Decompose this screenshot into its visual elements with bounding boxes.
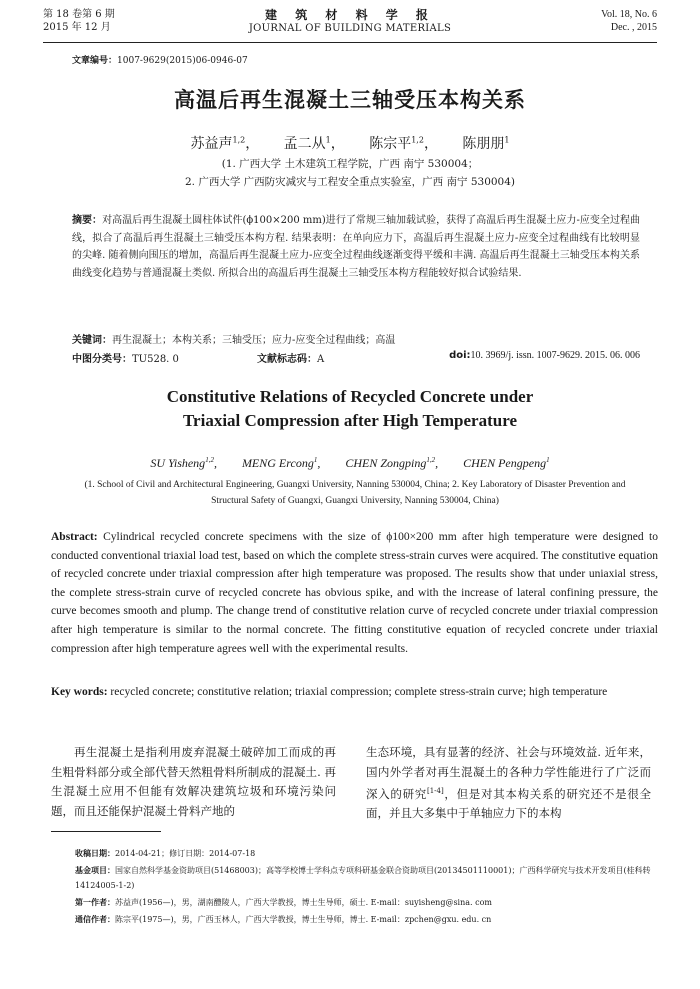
keywords-cn-text: 再生混凝土；本构关系；三轴受压；应力-应变全过程曲线；高温	[112, 335, 396, 346]
document-code: 文献标志码：A	[257, 354, 325, 365]
journal-name-en: JOURNAL OF BUILDING MATERIALS	[248, 23, 452, 34]
date-en: Dec. , 2015	[610, 22, 657, 33]
author-cn: 陈宗平$^{1,2}$，	[369, 135, 438, 152]
author-cn: 苏益声$^{1,2}$，	[190, 135, 260, 152]
journal-name-cn: 建 筑 材 料 学 报	[265, 8, 435, 22]
author-en: MENG Ercong$^1$,	[241, 456, 321, 470]
keywords-cn	[72, 332, 640, 350]
keywords-en-text: recycled concrete; constitutive relation; triaxial compression; complete stress-strain curve; high temperature	[110, 686, 608, 698]
reference-citation[interactable]: [1-4]	[426, 787, 444, 795]
header-right	[601, 8, 657, 34]
title-en-line-2: Triaxial Compression after High Temperature	[182, 411, 517, 430]
affiliations-cn	[0, 155, 700, 191]
affiliation-cn-2: 2. 广西大学 广西防灾减灾与工程安全重点实验室，广西 南宁 530004)	[184, 176, 516, 188]
abstract-en-text: Cylindrical recycled concrete specimens with the size of ϕ100×200 mm after high temperature were designed to conducted conventional triaxial load test, based on which the complete stress-strain curves were acquired. The constitutive equation of recycled concrete under triaxial compression after high temperature was proposed. The results show that under uniaxial stress, the complete stress-strain curve of recycled concrete has obvious spike, and with the increase of lateral confining pressure, the curve becomes smooth and plump. The change trend of constitutive relation curve of recycled concrete under triaxial compression after high temperature is similar to the normal concrete. The fitting constitutive equation of recycled concrete under triaxial compression after high temperature agrees well with the experimental results.	[51, 531, 659, 655]
affiliation-cn-1: (1. 广西大学 土木建筑工程学院，广西 南宁 530004；	[221, 158, 479, 170]
abstract-cn-label: 摘要：	[72, 215, 103, 226]
keywords-en	[51, 683, 658, 702]
running-header	[43, 8, 657, 43]
header-center	[43, 8, 657, 35]
body-right-text-2: ，但是对其本构关系的研究还不是很全面，并且大多集中于单轴应力下的本构	[366, 786, 652, 821]
abstract-en	[51, 528, 658, 658]
volume-issue-cn: 第 18 卷第 6 期	[43, 9, 115, 20]
date-cn: 2015 年 12 月	[43, 22, 111, 33]
abstract-en-label: Abstract:	[51, 531, 98, 543]
title-en	[0, 385, 700, 433]
title-cn: 高温后再生混凝土三轴受压本构关系	[174, 88, 526, 112]
footnote-funding: 基金项目：国家自然科学基金资助项目(51468003)；高等学校博士学科点专项科研基金联合资助项目(20134501110001)；广西科学研究与技术开发项目(桂科转 14124005-1-2)	[75, 866, 651, 890]
author-en: CHEN Zongping$^{1,2}$,	[345, 456, 439, 470]
article-number	[72, 53, 248, 66]
body-right-text-1: 生态环境，具有显著的经济、社会与环境效益. 近年来，国内外学者对再生混凝土的各种力学性能进行了广泛而深入的研究	[366, 745, 651, 801]
title-en-line-1: Constitutive Relations of Recycled Concrete under	[166, 387, 534, 406]
author-en: CHEN Pengpeng$^1$	[463, 456, 550, 470]
author-en: SU Yisheng$^{1,2}$,	[150, 456, 217, 470]
doi: doi:10. 3969/j. issn. 1007-9629. 2015. 06. 006	[449, 350, 640, 361]
authors-cn	[0, 133, 700, 153]
volume-issue-en: Vol. 18, No. 6	[601, 9, 657, 20]
clc-number: 中图分类号：TU528. 0	[72, 354, 179, 365]
body-column-right	[366, 743, 651, 824]
body-column-left: 再生混凝土是指利用废弃混凝土破碎加工而成的再生粗骨料部分或全部代替天然粗骨料所制成的混凝土. 再生混凝土应用不但能有效解决建筑垃圾和环境污染问题，而且还能保护混凝土骨料产地的	[51, 745, 336, 818]
footnotes	[75, 846, 660, 929]
footnote-first-author: 第一作者：苏益声(1956—)，男，湖南醴陵人，广西大学教授，博士生导师，硕士. E-mail：suyisheng@sina. com	[75, 898, 493, 907]
abstract-cn-text: 对高温后再生混凝土圆柱体试件(ϕ100×200 mm)进行了常规三轴加载试验，获得了高温后再生混凝土应力-应变全过程曲线，拟合了高温后再生混凝土三轴受压本构方程. 结果表明：在单向应力下，高温后再生混凝土应力-应变全过程曲线有比较明显的尖峰. 随着侧向围压的增加，高温后再生混凝土应力-应变全过程曲线逐渐变得平缓和丰满. 高温后再生混凝土三轴受压本构关系曲线变化趋势与普通混凝土类似. 所拟合出的高温后再生混凝土三轴受压本构方程能较好拟合试验结果.	[72, 215, 640, 279]
author-cn: 孟二从$^1$，	[283, 135, 345, 152]
keywords-en-label: Key words:	[51, 686, 108, 698]
footnote-dates: 收稿日期：2014-04-21；修订日期：2014-07-18	[75, 849, 256, 858]
footnote-corresponding-author: 通信作者：陈宗平(1975—)，男，广西玉林人，广西大学教授，博士生导师，博士. E-mail：zpchen@gxu. edu. cn	[75, 915, 492, 924]
footnote-divider	[51, 831, 161, 832]
article-number-label: 文章编号：	[72, 56, 118, 66]
article-number-value: 1007-9629(2015)06-0946-07	[117, 56, 248, 66]
abstract-cn	[72, 212, 640, 282]
keywords-cn-label: 关键词：	[72, 335, 112, 346]
affiliations-en: (1. School of Civil and Architectural Engineering, Guangxi University, Nanning 530004, China; 2. Key Laboratory of Disaster Prevention and Structural Safety of Guangxi, Guangxi University, Nanning 530004, China)	[84, 480, 626, 506]
author-cn: 陈朋朋$^1$	[462, 135, 510, 152]
authors-en	[0, 456, 700, 471]
